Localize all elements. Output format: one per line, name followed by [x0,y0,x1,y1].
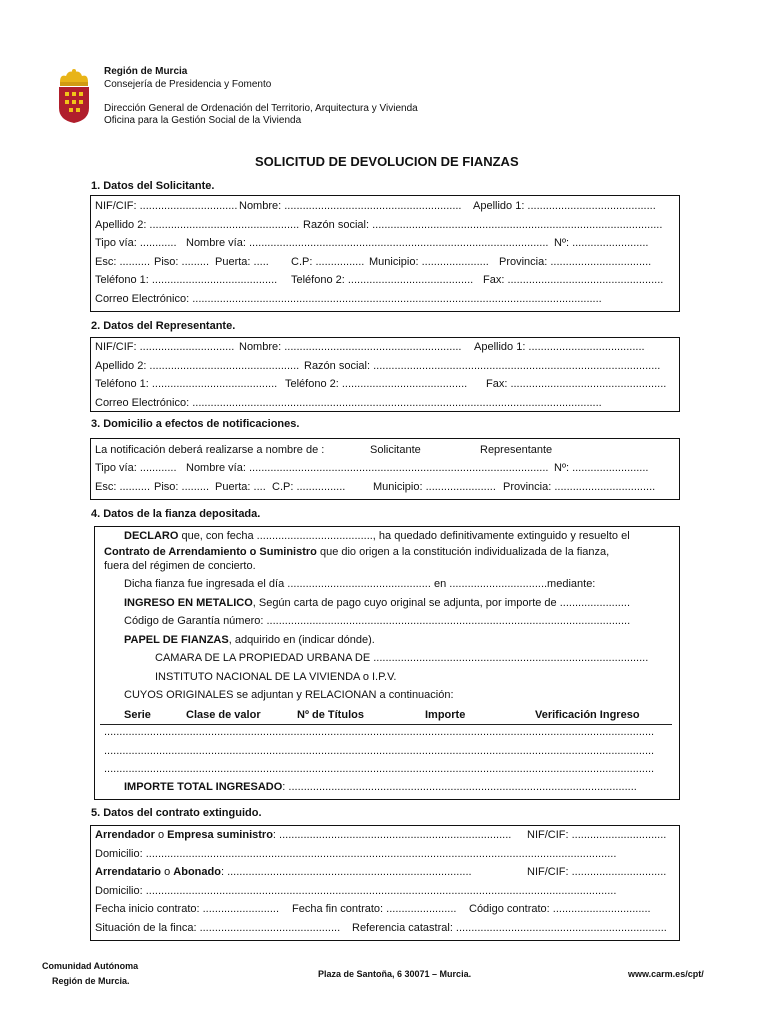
s4-total-label: IMPORTE TOTAL INGRESADO [124,781,283,793]
s1-numero[interactable]: Nº: ......................... [554,237,649,249]
s1-nif[interactable]: NIF/CIF: ................................ [95,200,238,212]
s1-nombre[interactable]: Nombre: .......................................................... [239,200,462,212]
s2-fax[interactable]: Fax: ................................................... [486,378,667,390]
s2-razon-social[interactable]: Razón social: .............................................................................................. [304,360,661,372]
s4-metalico-label: INGRESO EN METALICO [124,597,253,609]
s4-papel-text: , adquirido en (indicar dónde). [228,634,375,646]
s3-tipo-via[interactable]: Tipo vía: ............ [95,462,177,474]
footer-left-1: Comunidad Autónoma [42,961,139,971]
s2-nif[interactable]: NIF/CIF: ............................... [95,341,235,353]
section-1-heading: 1. Datos del Solicitante. [91,180,215,192]
s1-fax[interactable]: Fax: ................................................... [483,274,664,286]
table-header-clase: Clase de valor [186,709,261,721]
s1-municipio[interactable]: Municipio: ...................... [369,256,489,268]
table-row-3[interactable]: .................................................................................................................................................................................... [104,763,655,775]
header-oficina: Oficina para la Gestión Social de la Vivienda [104,115,302,126]
footer-left-2: Región de Murcia. [52,976,130,986]
s5-domicilio-arrendatario[interactable]: Domicilio: .......................................................................................................................................................... [95,885,617,897]
s4-regimen: fuera del régimen de concierto. [104,560,256,572]
s5-codigo-contrato[interactable]: Código contrato: ................................ [469,903,651,915]
table-row-2[interactable]: .................................................................................................................................................................................... [104,745,655,757]
s5-arrendatario-line[interactable] [95,866,472,878]
region-murcia-coat-of-arms [54,68,94,124]
s3-municipio[interactable]: Municipio: ....................... [373,481,496,493]
s2-nombre[interactable]: Nombre: .......................................................... [239,341,462,353]
s5-empresa-label: Empresa suministro [167,829,273,841]
section-2-heading: 2. Datos del Representante. [91,320,236,332]
s5-situacion-finca[interactable]: Situación de la finca: .............................................. [95,922,341,934]
s5-nif-arrendador[interactable]: NIF/CIF: ............................... [527,829,667,841]
s5-arrendador-dots: : ............................................................................ [272,829,512,841]
s3-option-representante[interactable]: Representante [480,444,553,456]
s5-fecha-fin[interactable]: Fecha fin contrato: ....................... [292,903,457,915]
s1-nombre-via[interactable]: Nombre vía: .................................................................................................. [186,237,549,249]
s1-provincia[interactable]: Provincia: ................................. [499,256,652,268]
s3-esc[interactable]: Esc: .......... [95,481,151,493]
s1-telefono1[interactable]: Teléfono 1: ......................................... [95,274,278,286]
s1-telefono2[interactable]: Teléfono 2: ......................................... [291,274,474,286]
s4-papel-line[interactable] [124,634,375,646]
footer-address: Plaza de Santoña, 6 30071 – Murcia. [318,969,472,979]
s1-cp[interactable]: C.P: ................ [291,256,365,268]
section-5-heading: 5. Datos del contrato extinguido. [91,807,262,819]
header-region: Región de Murcia [104,66,188,77]
table-header-importe: Importe [425,709,466,721]
s3-option-solicitante[interactable]: Solicitante [370,444,421,456]
s5-arrendatario-dots: : ................................................................................ [220,866,472,878]
s4-metalico-text: , Según carta de pago cuyo original se adjunta, por importe de ....................... [252,597,631,609]
table-row-1[interactable]: .................................................................................................................................................................................... [104,726,655,738]
s2-apellido2[interactable]: Apellido 2: ................................................. [95,360,300,372]
page-title: SOLICITUD DE DEVOLUCION DE FIANZAS [255,154,519,169]
s4-total-text: : .................................................................................................................. [282,781,637,793]
s1-tipo-via[interactable]: Tipo vía: ............ [95,237,177,249]
s5-arrendador-or: o [157,829,165,841]
s5-arrendador-label: Arrendador [95,829,155,841]
s1-apellido2[interactable]: Apellido 2: ................................................. [95,219,300,231]
footer-website[interactable]: www.carm.es/cpt/ [628,969,704,979]
header-consejeria: Consejería de Presidencia y Fomento [104,79,272,90]
s3-numero[interactable]: Nº: ......................... [554,462,649,474]
s3-nombre-via[interactable]: Nombre vía: .................................................................................................. [186,462,549,474]
s2-apellido1[interactable]: Apellido 1: ...................................... [474,341,645,353]
table-header-serie: Serie [124,709,151,721]
s5-arrendador-line[interactable] [95,829,511,841]
s4-contrato-line [104,546,609,558]
s1-piso[interactable]: Piso: ......... [154,256,210,268]
s5-fecha-inicio[interactable]: Fecha inicio contrato: ......................... [95,903,280,915]
s2-correo[interactable]: Correo Electrónico: ...................................................................................................................................... [95,397,602,409]
crown-icon [60,69,88,86]
s4-total-line[interactable] [124,781,637,793]
s4-declaro-text[interactable]: que, con fecha ......................................, ha quedado definitivamente extinguido y resuelto el [181,530,630,542]
table-header-verificacion: Verificación Ingreso [535,709,640,721]
header-direccion: Dirección General de Ordenación del Territorio, Arquitectura y Vivienda [104,103,418,114]
s2-telefono1[interactable]: Teléfono 1: ......................................... [95,378,278,390]
s5-arrendatario-or: o [164,866,171,878]
s5-nif-arrendatario[interactable]: NIF/CIF: ............................... [527,866,667,878]
s1-correo[interactable]: Correo Electrónico: ...................................................................................................................................... [95,293,602,305]
s4-contrato-text: que dio origen a la constitución individualizada de la fianza, [319,546,610,558]
s5-abonado-label: Abonado [173,866,221,878]
s4-codigo-garantia[interactable]: Código de Garantía número: ....................................................................................................................... [124,615,631,627]
table-header-titulos: Nº de Títulos [297,709,364,721]
s4-metalico-line[interactable] [124,597,630,609]
s1-puerta[interactable]: Puerta: ..... [215,256,269,268]
s4-declaro-label: DECLARO [124,530,179,542]
s4-instituto[interactable]: INSTITUTO NACIONAL DE LA VIVIENDA o I.P.V. [155,671,397,683]
s4-contrato-label: Contrato de Arrendamiento o Suministro [104,546,317,558]
s3-provincia[interactable]: Provincia: ................................. [503,481,656,493]
s4-cuyos: CUYOS ORIGINALES se adjuntan y RELACIONAN a continuación: [124,689,454,701]
s3-notificacion-label: La notificación deberá realizarse a nombre de : [95,444,325,456]
s5-arrendatario-label: Arrendatario [95,866,162,878]
table-header-rule [100,724,672,725]
s3-cp[interactable]: C.P: ................ [272,481,346,493]
s3-puerta[interactable]: Puerta: .... [215,481,266,493]
s5-domicilio-arrendador[interactable]: Domicilio: .......................................................................................................................................................... [95,848,617,860]
section-4-heading: 4. Datos de la fianza depositada. [91,508,261,520]
s1-apellido1[interactable]: Apellido 1: .......................................... [473,200,656,212]
s5-referencia-catastral[interactable]: Referencia catastral: ..................................................................... [352,922,667,934]
s1-razon-social[interactable]: Razón social: ............................................................................................... [303,219,663,231]
s4-ingresada[interactable]: Dicha fianza fue ingresada el día ............................................... en ................................mediante: [124,578,596,590]
s3-piso[interactable]: Piso: ......... [154,481,210,493]
s4-declaro-line [124,530,630,542]
s1-esc[interactable]: Esc: .......... [95,256,151,268]
s2-telefono2[interactable]: Teléfono 2: ......................................... [285,378,468,390]
section-3-heading: 3. Domicilio a efectos de notificaciones. [91,418,300,430]
s4-camara[interactable]: CAMARA DE LA PROPIEDAD URBANA DE .......................................................................................... [155,652,649,664]
s4-papel-label: PAPEL DE FIANZAS [124,634,229,646]
